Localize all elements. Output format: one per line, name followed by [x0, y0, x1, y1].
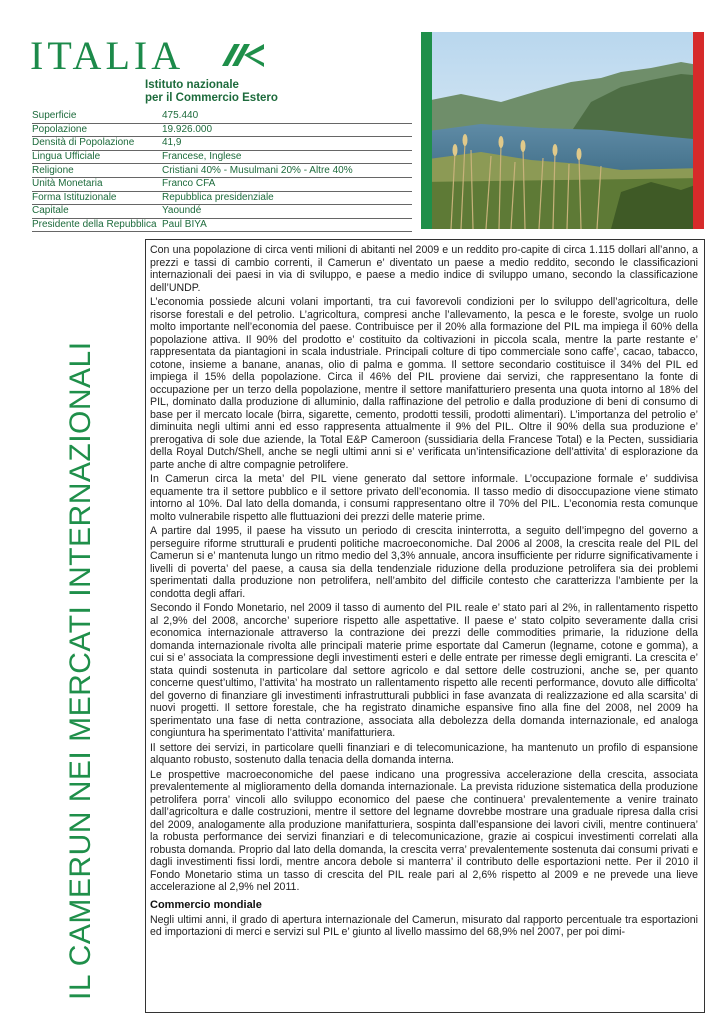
article-body: [145, 239, 705, 1013]
paragraph: Le prospettive macroeconomiche del paese indicano una progressiva accelerazione della crescita, associata prevalentemente al miglioramento della domanda internazionale. La prevista riduzione sistematica della produzione petrolifera porra’ vincoli allo sviluppo economico del paese che continuera’ prevalentemente a venire trainato dall’agricoltura e dalle costruzioni, mentre il settore del legname dovrebbe mostrare una graduale ripresa dalla crisi del 2009, analogamente alla produzione manifatturiera, sospinta dall’espansione dei lavori civili, mentre continuera’ la robusta performance dei servizi finanziari e di telecomunicazione, grazie ai cospicui investimenti correlati alla robusta domanda. Proprio dal lato della domanda, la crescita verra’ prevalentemente sostenuta dai consumi privati e dagli investimenti fissi lordi, mentre ancora debole si manterra’ il contributo delle esportazioni nette. Per il 2010 il Fondo Monetario stima un tasso di crescita del PIL reale pari al 2,6% rispetto al 2009 e ne prevede una lieve accelerazione al 2,9% nel 2011.: [150, 768, 698, 893]
institute-line1: Istituto nazionale: [145, 79, 239, 91]
paragraph: A partire dal 1995, il paese ha vissuto un periodo di crescita ininterrotta, a seguito dell’impegno del governo a perseguire riforme strutturali e prudenti politiche macroeconomiche. Dal 2006 al 2008, la crescita reale del PIL del Camerun si e’ mantenuta lungo un ritmo medio del 3,3% annuale, ancora insufficiente per ridurre significativamente i livelli di poverta’ del paese, a causa sia della tendenziale riduzione della produzione petrolifera sia dei problemi sperimentati dalla produzione non petrolifera, nell’ambito del difficile contesto che caratterizza l’ambiente per la condotta degli affari.: [150, 525, 698, 600]
fact-value: Franco CFA: [162, 177, 412, 191]
facts-row: [32, 191, 412, 205]
fact-label: Unità Monetaria: [32, 177, 162, 191]
facts-row: [32, 137, 412, 151]
fact-value: 41,9: [162, 137, 412, 151]
vertical-title: IL CAMERUN NEI MERCATI INTERNAZIONALI: [64, 341, 97, 1000]
fact-value: Francese, Inglese: [162, 150, 412, 164]
fact-label: Superficie: [32, 110, 162, 123]
paragraphs: [150, 244, 698, 894]
fact-value: 475.440: [162, 110, 412, 123]
paragraph: In Camerun circa la meta’ del PIL viene generato dal settore informale. L’occupazione formale e’ suddivisa equamente tra il settore pubblico e il settore privato dell’economia. Il tasso medio di disoccupazione viene stimato intorno al 10%. Dal lato della domanda, i consumi rappresentano oltre il 70% del PIL. L’economia resta comunque molto vulnerabile rispetto alle fluttuazioni dei prezzi delle materie prime.: [150, 473, 698, 523]
landscape-photo: [421, 32, 704, 229]
facts-row: [32, 205, 412, 219]
facts-row: [32, 177, 412, 191]
fact-label: Presidente della Repubblica: [32, 218, 162, 232]
fact-label: Densità di Popolazione: [32, 137, 162, 151]
facts-row: [32, 218, 412, 232]
paragraph: Con una popolazione di circa venti milioni di abitanti nel 2009 e un reddito pro-capite di circa 1.115 dollari all’anno, a prezzi e tassi di cambio correnti, il Camerun e’ diventato un paese a medio reddito, secondo le classificazioni internazionali dei paesi in via di sviluppo, e paese a medio indice di sviluppo umano, secondo la classificazione dell’UNDP.: [150, 244, 698, 294]
country-facts-table: [32, 110, 412, 232]
facts-row: [32, 123, 412, 137]
fact-value: Repubblica presidenziale: [162, 191, 412, 205]
last-paragraph: Negli ultimi anni, il grado di apertura internazionale del Camerun, misurato dal rapporto percentuale tra esportazioni ed importazioni di merci e servizi sul PIL e’ giunto al livello massimo del 68,9% nel 2007, per poi dimi-: [150, 913, 698, 938]
facts-row: [32, 110, 412, 123]
paragraph: Il settore dei servizi, in particolare quelli finanziari e di telecomunicazione, ha mantenuto un profilo di espansione alquanto robusto, sostenuto dalla tenacia della domanda interna.: [150, 741, 698, 766]
fact-value: Cristiani 40% - Musulmani 20% - Altre 40%: [162, 164, 412, 178]
facts-row: [32, 150, 412, 164]
flag-green-stripe: [421, 32, 432, 229]
fact-value: Paul BIYA: [162, 218, 412, 232]
paragraph: Secondo il Fondo Monetario, nel 2009 il tasso di aumento del PIL reale e’ stato pari al 2%, in rallentamento rispetto al 2,9% del 2008, ancorche’ superiore rispetto alle aspettative. Il paese e’ stato colpito severamente dalla crisi economica internazionale attraverso la contrazione dei prezzi delle commodities primarie, la riduzione della domanda internazionale rivolta alle principali materie prime esportate dal Camerun (legname, cotone e gomma), a cui si e’ associata la compressione degli investimenti esteri e delle entrate per rimesse degli emigranti. La crescita e’ stata quindi sostenuta in particolare dal settore agricolo e dal settore delle costruzioni, anche se, per quanto concerne quest’ultimo, l’attivita’ ha mostrato un rallentamento rispetto alle recenti performance, dovuto alle difficolta’ del governo di finanziare gli investimenti infrastrutturali pubblici in fase avanzata di realizzazione ed alla scarsita’ di nuovi progetti. Il settore forestale, che ha registrato dinamiche espansive fino alla fine del 2008, nel 2009 ha sperimentato una fase di netta contrazione, associata alla debolezza della domanda internazionale, ed analoga congiuntura ha sperimentato l’attivita’ manifatturiera.: [150, 602, 698, 739]
paragraph: L’economia possiede alcuni volani importanti, tra cui favorevoli condizioni per lo sviluppo dell’agricoltura, delle risorse forestali e del petrolio. L’agricoltura, compresi anche l’allevamento, la pesca e le foreste, svolge un ruolo molto importante nell’economia del paese. Contribuisce per il 20% alla formazione del PIL ma impiega il 60% della popolazione attiva. Il 90% del prodotto e’ costituito da coltivazioni in piccola scala, mentre la parte restante e’ rappresentata da piantagioni in scala industriale. Principali colture di tipo commerciale sono caffe’, cacao, tabacco, cotone, insieme a banane, ananas, olio di palma e gomma. Il settore secondario costituisce il 34% del PIL ed impiega il 15% della popolazione. Circa il 46% del PIL proviene dai servizi, che rappresentano la fonte di occupazione per un terzo della popolazione, mentre il settore manifatturiero presenta una quota intorno al 18% del PIL, dominato dalla produzione di alluminio, dalla raffinazione del petrolio e dalla produzione di beni di consumo di base per il mercato locale (birra, sigarette, cemento, prodotti tessili, prodotti alimentari). L’importanza del petrolio e’ diminuita negli ultimi anni ed esso rappresenta attualmente il 9% del PIL. Oltre il 90% della sua produzione e’ prerogativa di sole due aziende, la Total E&P Cameroon (sussidiaria della Francese Total) e la Pecten, sussidiaria della Royal Dutch/Shell, anche se negli ultimi anni si e’ verificata un’intensificazione dell’attivita’ di esplorazione da parte anche di altre compagnie petrolifere.: [150, 296, 698, 471]
flag-red-stripe: [693, 32, 704, 229]
fact-label: Popolazione: [32, 123, 162, 137]
fact-value: Yaoundé: [162, 205, 412, 219]
fact-label: Capitale: [32, 205, 162, 219]
ice-logo-icon: [218, 40, 268, 70]
section-heading: Commercio mondiale: [150, 898, 262, 911]
institute-name: [145, 79, 278, 105]
fact-label: Lingua Ufficiale: [32, 150, 162, 164]
italia-logo: [30, 33, 200, 78]
institute-line2: per il Commercio Estero: [145, 92, 278, 104]
fact-value: 19.926.000: [162, 123, 412, 137]
facts-row: [32, 164, 412, 178]
logo-text: ITALIA: [30, 33, 185, 78]
fact-label: Religione: [32, 164, 162, 178]
fact-label: Forma Istituzionale: [32, 191, 162, 205]
